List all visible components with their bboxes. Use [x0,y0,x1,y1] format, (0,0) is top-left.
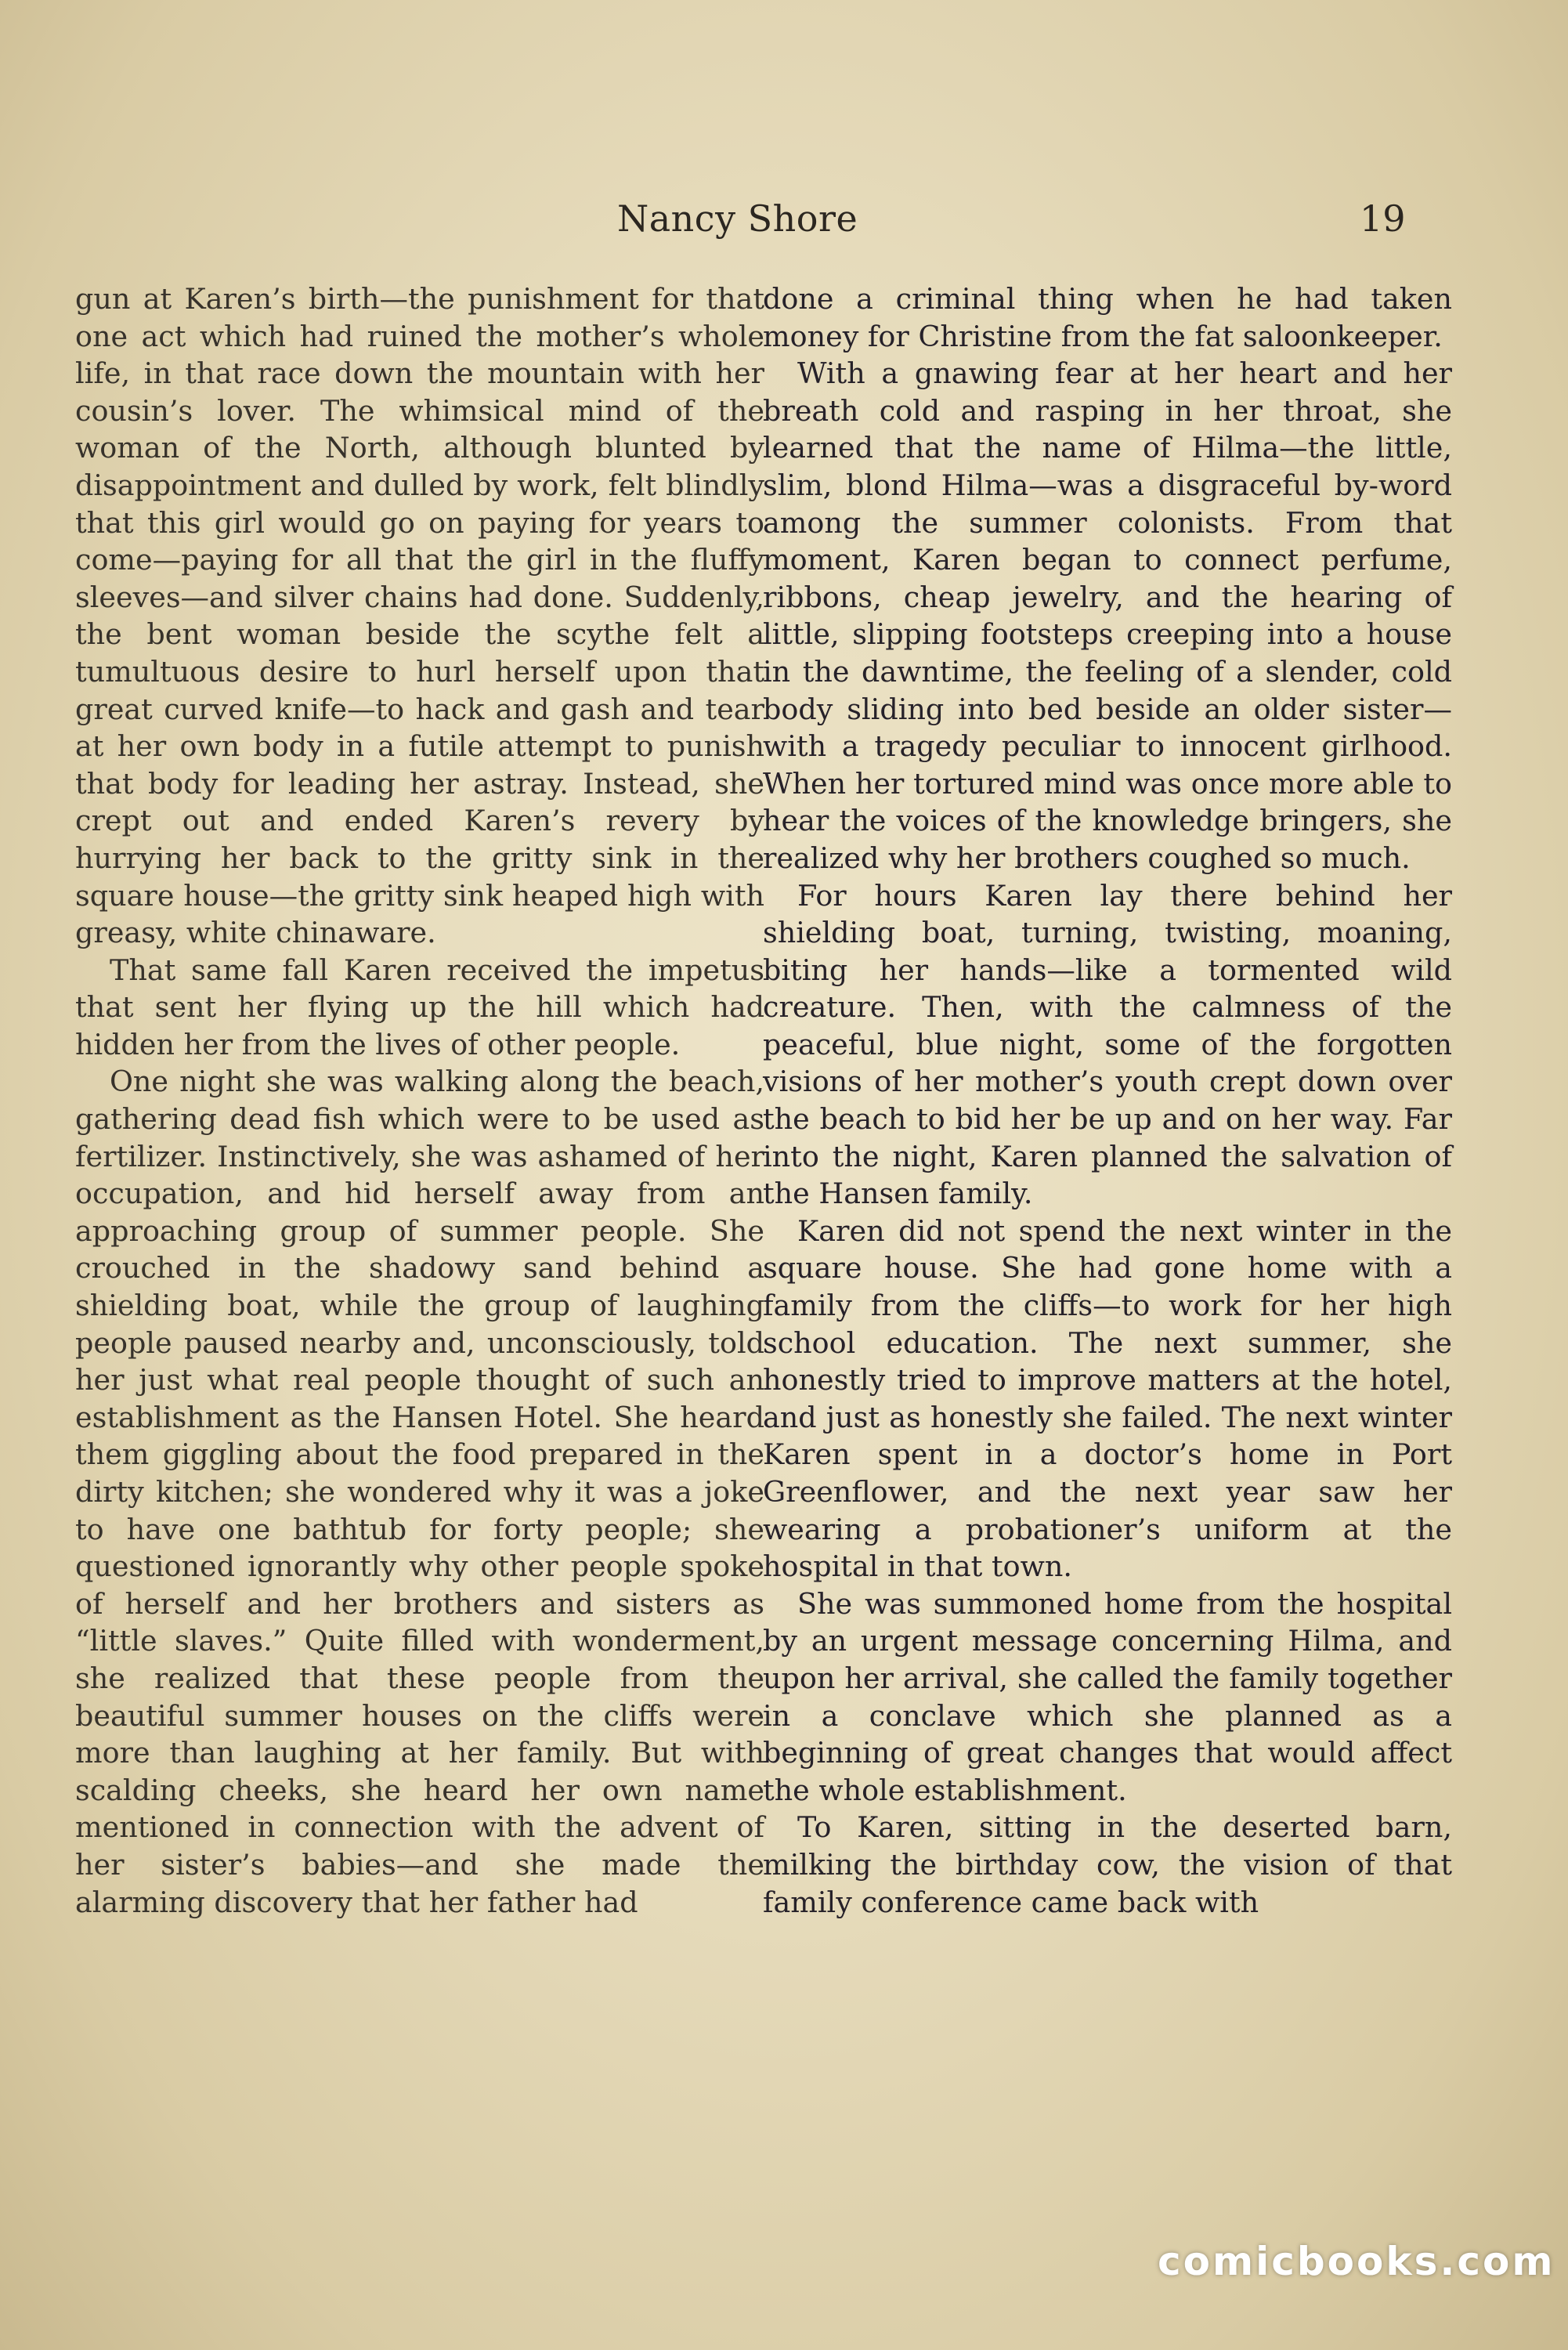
left-column [75,280,764,1921]
paragraph: She was summoned home from the hospital by an urgent message concerning Hilma, and upon her arrival, she called the family together in a conclave which she planned as a beginning of great changes that would affect the whole establishment. [763,1586,1452,1807]
paragraph: That same fall Karen received the impetus that sent her flying up the hill which had hidden her from the lives of other people. [75,953,764,1061]
right-column [763,280,1452,1921]
running-title: Nancy Shore [617,197,858,240]
paragraph: One night she was walking along the beach, gathering dead fish which were to be used as fertilizer. Instinctively, she was ashamed of her occupation, and hid herself away from an approaching group of summer people. She crouched in the shadowy sand behind a shielding boat, while the group of laughing people paused nearby and, unconsciously, told her just what real people thought of such an establishment as the Hansen Hotel. She heard them giggling about the food prepared in the dirty kitchen; she wondered why it was a joke to have one bathtub for forty people; she questioned ignorantly why other people spoke of herself and her brothers and sisters as “little slaves.” Quite filled with wonderment, she realized that these people from the beautiful summer houses on the cliffs were more than laughing at her family. But with scalding cheeks, she heard her own name mentioned in connection with the advent of her sister’s babies—and she made the alarming discovery that her father had [75,1065,764,1919]
paragraph: For hours Karen lay there behind her shielding boat, turning, twisting, moaning, biting her hands—like a tormented wild creature. Then, with the calmness of the peaceful, blue night, some of the forgotten visions of her mother’s youth crept down over the beach to bid her be up and on her way. Far into the night, Karen planned the salvation of the Hansen family. [763,878,1452,1211]
paragraph: With a gnawing fear at her heart and her breath cold and rasping in her throat, she learned that the name of Hilma—the little, slim, blond Hilma—was a disgraceful by-word among the summer colonists. From that moment, Karen began to connect perfume, ribbons, cheap jewelry, and the hearing of little, slipping footsteps creeping into a house in the dawntime, the feeling of a slender, cold body sliding into bed beside an older sister—with a tragedy peculiar to innocent girlhood. When her tortured mind was once more able to hear the voices of the knowledge bringers, she realized why her brothers coughed so much. [763,356,1452,875]
paragraph: done a criminal thing when he had taken money for Christine from the fat saloonkeeper. [763,282,1452,353]
watermark: comicbooks.com [1158,2239,1555,2284]
paragraph: To Karen, sitting in the deserted barn, milking the birthday cow, the vision of that family conference came back with [763,1810,1452,1919]
paragraph: gun at Karen’s birth—the punishment for that one act which had ruined the mother’s whole life, in that race down the mountain with her cousin’s lover. The whimsical mind of the woman of the North, although blunted by disappointment and dulled by work, felt blindly that this girl would go on paying for years to come—paying for all that the girl in the fluffy sleeves—and silver chains had done. Suddenly, the bent woman beside the scythe felt a tumultuous desire to hurl herself upon that great curved knife—to hack and gash and tear at her own body in a futile attempt to punish that body for leading her astray. Instead, she crept out and ended Karen’s revery by hurrying her back to the gritty sink in the square house—the gritty sink heaped high with greasy, white chinaware. [75,282,764,950]
paragraph: Karen did not spend the next winter in the square house. She had gone home with a family from the cliffs—to work for her high school education. The next summer, she honestly tried to improve matters at the hotel, and just as honestly she failed. The next winter Karen spent in a doctor’s home in Port Greenflower, and the next year saw her wearing a probationer’s uniform at the hospital in that town. [763,1213,1452,1584]
page-number: 19 [1360,197,1406,240]
